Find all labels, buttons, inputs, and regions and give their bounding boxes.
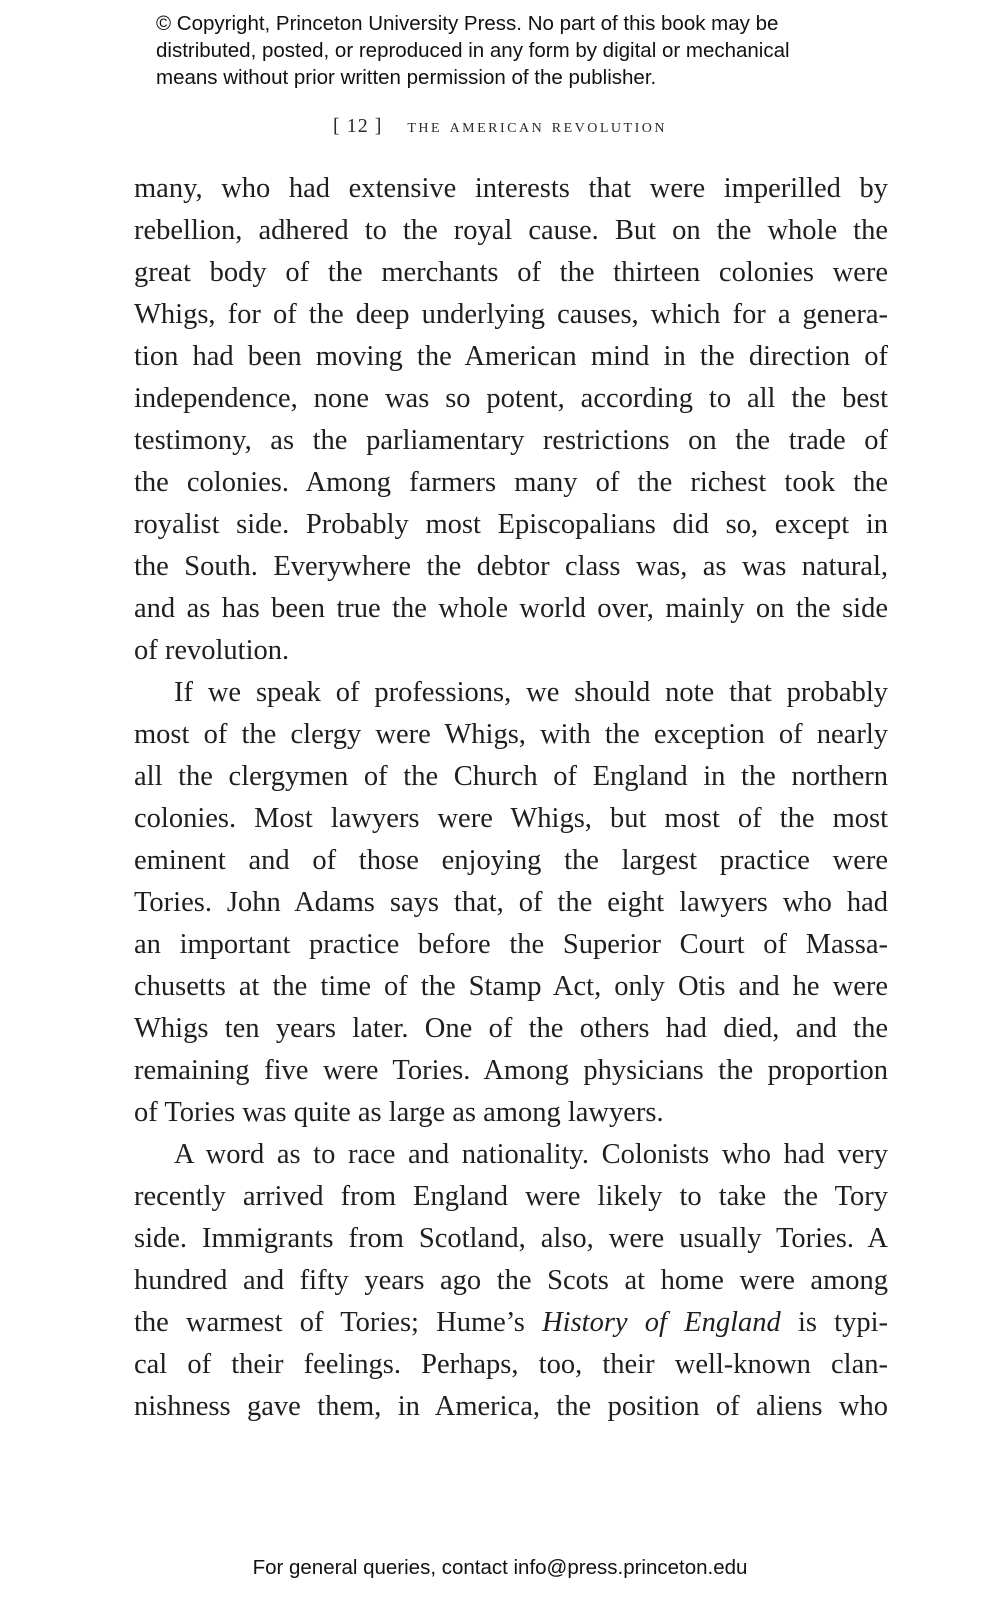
text-line: nishness gave them, in America, the position of aliens who — [134, 1391, 888, 1422]
text-line — [134, 1302, 888, 1344]
text-segment: the warmest of Tories; Hume’s — [134, 1307, 543, 1338]
text-line: Whigs, for of the deep underlying causes, which for a genera- — [134, 299, 888, 330]
text-line: of Tories was quite as large as among lawyers. — [134, 1097, 664, 1128]
text-line: testimony, as the parliamentary restrictions on the trade of — [134, 425, 888, 456]
book-title: the american revolution — [407, 115, 667, 137]
text-line: tion had been moving the American mind in the direction of — [134, 341, 888, 372]
copyright-line: distributed, posted, or reproduced in any form by digital or mechanical — [156, 39, 790, 62]
text-line: of revolution. — [134, 635, 290, 666]
text-line: chusetts at the time of the Stamp Act, only Otis and he were — [134, 971, 888, 1002]
paragraph — [134, 1134, 888, 1428]
text-line: colonies. Most lawyers were Whigs, but most of the most — [134, 803, 888, 834]
text-line: independence, none was so potent, according to all the best — [134, 383, 888, 414]
text-segment: is typi- — [780, 1307, 888, 1338]
text-line: Tories. John Adams says that, of the eight lawyers who had — [134, 887, 888, 918]
text-line: cal of their feelings. Perhaps, too, their well-known clan- — [134, 1349, 888, 1380]
text-line: royalist side. Probably most Episcopalians did so, except in — [134, 509, 888, 540]
text-line: many, who had extensive interests that were imperilled by — [134, 173, 888, 204]
text-line: most of the clergy were Whigs, with the exception of nearly — [134, 719, 888, 750]
text-line: remaining five were Tories. Among physicians the proportion — [134, 1055, 888, 1086]
text-line: the colonies. Among farmers many of the richest took the — [134, 467, 888, 498]
text-line: A word as to race and nationality. Colonists who had very — [174, 1139, 888, 1170]
text-line: and as has been true the whole world over, mainly on the side — [134, 593, 888, 624]
text-line: side. Immigrants from Scotland, also, were usually Tories. A — [134, 1223, 888, 1254]
book-title-citation: History of England — [542, 1307, 781, 1338]
page-number: [ 12 ] — [333, 115, 383, 137]
text-line: rebellion, adhered to the royal cause. But on the whole the — [134, 215, 888, 246]
text-line: great body of the merchants of the thirteen colonies were — [134, 257, 888, 288]
text-line: an important practice before the Superior Court of Massa- — [134, 929, 888, 960]
copyright-line: © Copyright, Princeton University Press. No part of this book may be — [156, 12, 779, 35]
text-line: the South. Everywhere the debtor class was, as was natural, — [134, 551, 888, 582]
footer-contact: For general queries, contact info@press.princeton.edu — [252, 1556, 748, 1579]
body-text — [134, 168, 888, 1428]
copyright-line: means without prior written permission of the publisher. — [156, 66, 657, 89]
text-line: all the clergymen of the Church of England in the northern — [134, 761, 888, 792]
text-line: recently arrived from England were likely to take the Tory — [134, 1181, 888, 1212]
text-line: eminent and of those enjoying the largest practice were — [134, 845, 888, 876]
running-head — [0, 115, 1000, 138]
paragraph — [134, 168, 888, 672]
text-line: If we speak of professions, we should note that probably — [174, 677, 888, 708]
text-line: Whigs ten years later. One of the others had died, and the — [134, 1013, 888, 1044]
paragraph — [134, 672, 888, 1134]
text-line: hundred and fifty years ago the Scots at home were among — [134, 1265, 888, 1296]
copyright-notice — [156, 10, 876, 91]
